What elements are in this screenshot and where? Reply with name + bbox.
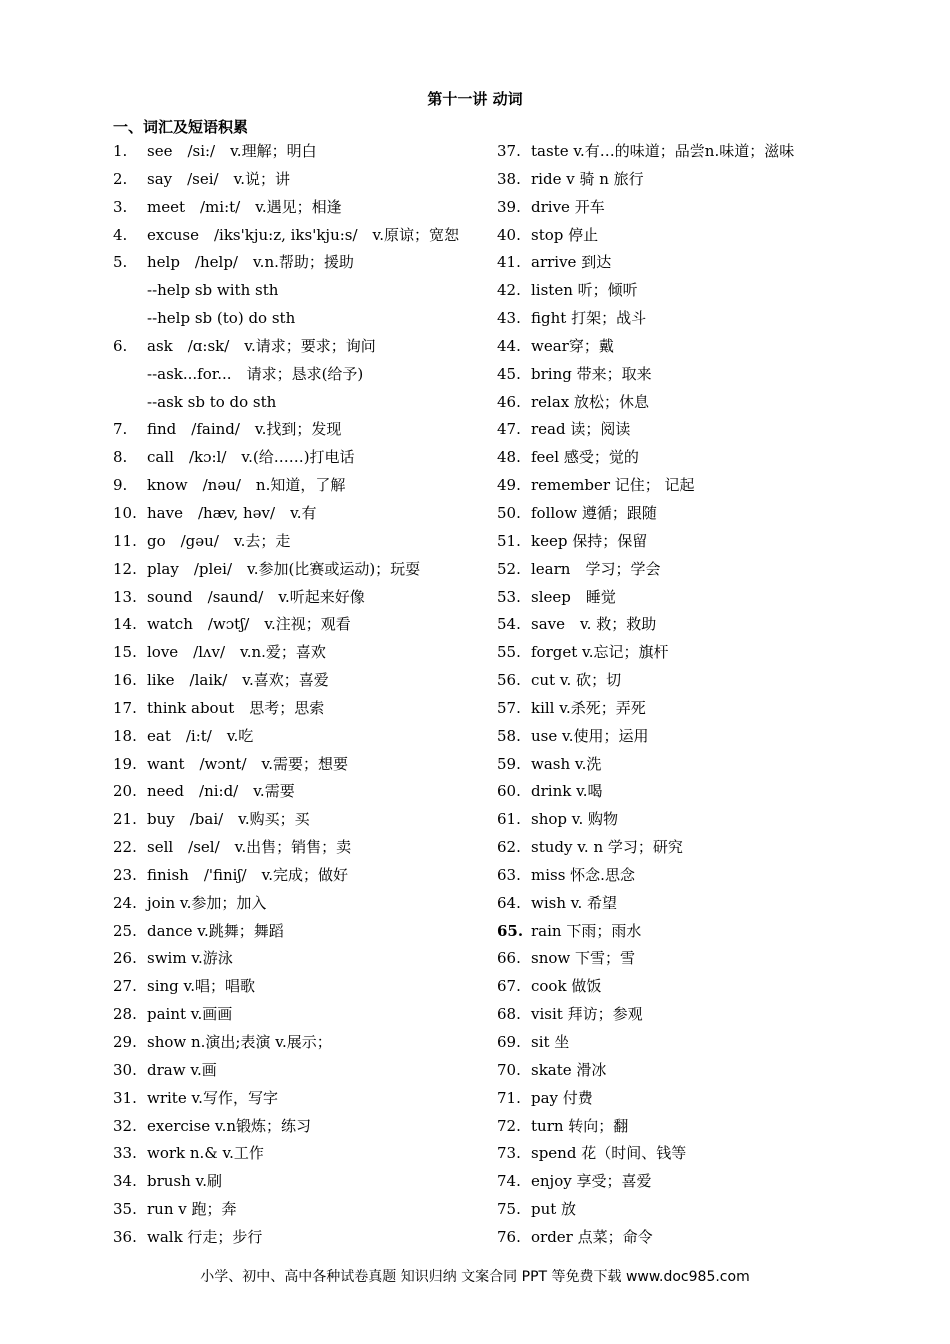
vocab-entry xyxy=(113,472,483,500)
vocab-entry xyxy=(113,1196,483,1224)
entry-number: 1. xyxy=(113,142,128,160)
entry-text: rain 下雨；雨水 xyxy=(531,921,642,940)
vocab-entry xyxy=(497,249,837,277)
vocab-entry xyxy=(497,194,837,222)
entry-number: 26. xyxy=(113,949,137,968)
entry-number: 74. xyxy=(497,1172,521,1191)
entry-text: dance v.跳舞；舞蹈 xyxy=(147,921,284,940)
entry-text: cut v. 砍；切 xyxy=(531,671,622,690)
entry-number: 21. xyxy=(113,810,137,829)
entry-number: 56. xyxy=(497,671,521,690)
vocab-entry xyxy=(497,166,837,194)
vocab-entry xyxy=(113,584,483,612)
vocab-phrase xyxy=(113,361,483,389)
entry-number: 72. xyxy=(497,1116,521,1135)
entry-number: 71. xyxy=(497,1088,521,1107)
entry-number: 4. xyxy=(113,225,128,244)
entry-number: 28. xyxy=(113,1005,137,1024)
entry-number: 75. xyxy=(497,1200,521,1219)
vocab-entry xyxy=(497,500,837,528)
entry-number: 41. xyxy=(497,253,521,272)
entry-text: study v. n 学习；研究 xyxy=(531,838,683,857)
vocab-entry xyxy=(497,862,837,890)
entry-number: 33. xyxy=(113,1144,137,1163)
entry-number: 17. xyxy=(113,698,137,717)
entry-number: 39. xyxy=(497,197,521,216)
entry-number: 11. xyxy=(113,531,137,550)
entry-text: use v.使用；运用 xyxy=(531,726,649,745)
entry-text: arrive 到达 xyxy=(531,253,612,272)
entry-text: like /laik/ v.喜欢；喜爱 xyxy=(147,671,329,690)
entry-text: think about 思考；思索 xyxy=(147,698,325,717)
vocab-entry xyxy=(497,1113,837,1141)
vocab-entry xyxy=(113,1224,483,1252)
entry-text: save v. 救；救助 xyxy=(531,615,657,634)
entry-number: 40. xyxy=(497,225,521,244)
vocab-entry xyxy=(497,1168,837,1196)
entry-text: sound /saund/ v.听起来好像 xyxy=(147,587,365,606)
entry-text: wear穿；戴 xyxy=(531,336,614,355)
entry-number: 63. xyxy=(497,865,521,884)
entry-text: find /faind/ v.找到；发现 xyxy=(147,420,342,439)
vocab-entry xyxy=(497,1140,837,1168)
vocab-entry xyxy=(497,695,837,723)
entry-number: 44. xyxy=(497,336,521,355)
vocab-entry xyxy=(497,1196,837,1224)
vocab-entry xyxy=(497,611,837,639)
entry-text: sing v.唱；唱歌 xyxy=(147,977,255,996)
entry-number: 7. xyxy=(113,420,128,439)
vocab-entry xyxy=(113,1168,483,1196)
entry-number: 69. xyxy=(497,1033,521,1051)
entry-text: follow 遵循；跟随 xyxy=(531,503,657,522)
entry-number: 37. xyxy=(497,142,521,160)
entry-number: 66. xyxy=(497,949,521,968)
entry-number: 43. xyxy=(497,309,521,328)
entry-number: 45. xyxy=(497,364,521,383)
entry-text: wash v.洗 xyxy=(531,754,602,773)
vocab-entry xyxy=(497,1085,837,1113)
entry-text: love /lʌv/ v.n.爱；喜欢 xyxy=(147,643,326,662)
entry-number: 46. xyxy=(497,392,521,411)
entry-number: 76. xyxy=(497,1227,521,1246)
entry-text: keep 保持；保留 xyxy=(531,531,648,550)
entry-text: play /plei/ v.参加(比赛或运动)；玩耍 xyxy=(147,559,421,578)
vocab-entry xyxy=(113,416,483,444)
entry-text: remember 记住； 记起 xyxy=(531,476,695,495)
page-title: 第十一讲 动词 xyxy=(427,90,523,108)
vocab-entry xyxy=(113,528,483,556)
vocab-entry xyxy=(497,778,837,806)
entry-number: 5. xyxy=(113,253,128,272)
vocab-entry xyxy=(497,305,837,333)
vocab-entry xyxy=(113,556,483,584)
entry-text: excuse /iks'kju:z, iks'kju:s/ v.原谅；宽恕 xyxy=(147,225,460,244)
section-heading: 一、词汇及短语积累 xyxy=(113,118,249,136)
entry-text: write v.写作，写字 xyxy=(147,1088,278,1107)
entry-number: 19. xyxy=(113,754,137,773)
entry-text: drink v.喝 xyxy=(531,782,603,801)
vocab-entry xyxy=(497,945,837,973)
vocab-entry xyxy=(113,945,483,973)
entry-text: kill v.杀死；弄死 xyxy=(531,698,646,717)
entry-text: snow 下雪；雪 xyxy=(531,949,635,968)
entry-number: 6. xyxy=(113,336,128,355)
vocab-phrase xyxy=(113,389,483,417)
entry-text: eat /i:t/ v.吃 xyxy=(147,726,254,745)
entry-number: 61. xyxy=(497,810,521,829)
vocab-entry xyxy=(497,222,837,250)
entry-text: cook 做饭 xyxy=(531,977,602,996)
entry-number: 42. xyxy=(497,281,521,300)
entry-text: --ask...for... 请求；恳求(给予) xyxy=(147,364,364,383)
vocab-column-right xyxy=(497,138,837,1252)
entry-number: 55. xyxy=(497,643,521,662)
vocab-entry xyxy=(497,528,837,556)
vocab-entry xyxy=(113,918,483,946)
entry-text: stop 停止 xyxy=(531,225,599,244)
vocab-entry xyxy=(113,862,483,890)
vocab-entry xyxy=(113,751,483,779)
vocab-entry xyxy=(113,890,483,918)
vocab-entry xyxy=(497,834,837,862)
entry-number: 54. xyxy=(497,615,521,634)
entry-number: 31. xyxy=(113,1088,137,1107)
entry-number: 16. xyxy=(113,671,137,690)
vocab-entry xyxy=(497,416,837,444)
vocab-entry xyxy=(497,556,837,584)
entry-number: 59. xyxy=(497,754,521,773)
entry-number: 60. xyxy=(497,782,521,801)
vocab-entry xyxy=(113,500,483,528)
vocab-entry xyxy=(113,222,483,250)
vocab-entry xyxy=(113,1113,483,1141)
entry-text: know /nəu/ n.知道，了解 xyxy=(147,476,346,495)
entry-number: 29. xyxy=(113,1033,137,1051)
vocab-entry xyxy=(113,611,483,639)
vocab-entry xyxy=(497,472,837,500)
entry-text: help /help/ v.n.帮助；援助 xyxy=(147,253,354,272)
vocab-entry xyxy=(113,249,483,277)
entry-text: forget v.忘记；旗杆 xyxy=(531,643,669,662)
entry-text: show n.演出;表演 v.展示； xyxy=(147,1033,332,1051)
vocab-entry xyxy=(497,751,837,779)
vocab-entry xyxy=(497,277,837,305)
entry-text: --help sb (to) do sth xyxy=(147,309,296,328)
vocab-entry xyxy=(113,194,483,222)
entry-text: pay 付费 xyxy=(531,1088,593,1107)
entry-number: 67. xyxy=(497,977,521,996)
entry-text: walk 行走；步行 xyxy=(147,1227,263,1246)
entry-text: drive 开车 xyxy=(531,197,605,216)
vocab-entry xyxy=(497,584,837,612)
vocab-entry xyxy=(113,444,483,472)
entry-number: 36. xyxy=(113,1227,137,1246)
entry-text: wish v. 希望 xyxy=(531,893,617,912)
entry-text: sit 坐 xyxy=(531,1033,570,1051)
entry-number: 13. xyxy=(113,587,137,606)
entry-number: 47. xyxy=(497,420,521,439)
entry-number: 35. xyxy=(113,1200,137,1219)
entry-text: order 点菜；命令 xyxy=(531,1227,653,1246)
entry-number: 58. xyxy=(497,726,521,745)
entry-text: exercise v.n锻炼；练习 xyxy=(147,1116,312,1135)
entry-number: 22. xyxy=(113,838,137,857)
entry-text: fight 打架；战斗 xyxy=(531,309,647,328)
entry-number: 24. xyxy=(113,893,137,912)
vocab-entry xyxy=(497,667,837,695)
entry-text: sleep 睡觉 xyxy=(531,587,616,606)
vocab-entry xyxy=(497,444,837,472)
vocab-entry xyxy=(113,639,483,667)
vocab-entry xyxy=(497,1029,837,1057)
entry-number: 14. xyxy=(113,615,137,634)
entry-text: want /wɔnt/ v.需要；想要 xyxy=(147,754,348,773)
entry-text: watch /wɔtʃ/ v.注视；观看 xyxy=(147,615,351,634)
entry-number: 34. xyxy=(113,1172,137,1191)
entry-text: work n.& v.工作 xyxy=(147,1144,264,1163)
entry-text: ride v 骑 n 旅行 xyxy=(531,169,644,188)
entry-text: listen 听；倾听 xyxy=(531,281,638,300)
entry-number: 51. xyxy=(497,531,521,550)
entry-text: meet /mi:t/ v.遇见；相逢 xyxy=(147,197,342,216)
entry-text: buy /bai/ v.购买；买 xyxy=(147,810,310,829)
entry-number: 73. xyxy=(497,1144,521,1163)
entry-text: bring 带来；取来 xyxy=(531,364,652,383)
vocab-entry xyxy=(113,695,483,723)
entry-text: shop v. 购物 xyxy=(531,810,618,829)
entry-number: 27. xyxy=(113,977,137,996)
entry-text: swim v.游泳 xyxy=(147,949,233,968)
entry-number: 38. xyxy=(497,169,521,188)
entry-text: ask /ɑ:sk/ v.请求；要求；询问 xyxy=(147,336,376,355)
vocab-entry xyxy=(497,890,837,918)
vocab-entry xyxy=(497,1057,837,1085)
entry-number: 57. xyxy=(497,698,521,717)
vocab-entry xyxy=(497,389,837,417)
entry-number: 8. xyxy=(113,448,128,467)
vocab-entry xyxy=(113,333,483,361)
vocab-column-left xyxy=(113,138,483,1252)
entry-number: 48. xyxy=(497,448,521,467)
entry-text: run v 跑；奔 xyxy=(147,1200,237,1219)
vocab-entry xyxy=(113,667,483,695)
entry-text: visit 拜访；参观 xyxy=(531,1005,643,1024)
vocab-entry xyxy=(497,723,837,751)
entry-text: relax 放松；休息 xyxy=(531,392,650,411)
entry-text: turn 转向；翻 xyxy=(531,1116,629,1135)
vocab-entry xyxy=(497,1001,837,1029)
vocab-entry xyxy=(497,361,837,389)
vocab-entry xyxy=(113,778,483,806)
vocab-phrase xyxy=(113,305,483,333)
vocab-phrase xyxy=(113,277,483,305)
vocab-entry xyxy=(113,138,483,166)
vocab-entry xyxy=(113,1085,483,1113)
vocab-entry xyxy=(497,138,837,166)
vocab-entry xyxy=(113,166,483,194)
entry-text: feel 感受；觉的 xyxy=(531,448,639,467)
vocab-entry xyxy=(497,639,837,667)
entry-text: put 放 xyxy=(531,1200,577,1219)
entry-number: 68. xyxy=(497,1005,521,1024)
entry-number: 3. xyxy=(113,197,128,216)
vocab-entry xyxy=(113,973,483,1001)
vocab-entry xyxy=(113,1029,483,1057)
vocab-entry xyxy=(497,918,837,946)
entry-number: 52. xyxy=(497,559,521,578)
entry-text: --ask sb to do sth xyxy=(147,392,277,411)
entry-text: spend 花（时间、钱等 xyxy=(531,1144,687,1163)
entry-number: 25. xyxy=(113,921,137,940)
entry-number: 50. xyxy=(497,503,521,522)
entry-number: 10. xyxy=(113,503,137,522)
vocab-entry xyxy=(497,333,837,361)
entry-text: read 读；阅读 xyxy=(531,420,631,439)
footer-text: 小学、初中、高中各种试卷真题 知识归纳 文案合同 PPT 等免费下载 www.doc985.com xyxy=(200,1269,750,1285)
vocab-entry xyxy=(113,1001,483,1029)
vocab-entry xyxy=(113,1140,483,1168)
entry-number: 64. xyxy=(497,893,521,912)
entry-number: 32. xyxy=(113,1116,137,1135)
entry-text: skate 滑冰 xyxy=(531,1060,607,1079)
entry-text: go /gəu/ v.去；走 xyxy=(147,531,291,550)
vocab-entry xyxy=(497,806,837,834)
entry-text: taste v.有…的味道；品尝n.味道；滋味 xyxy=(531,142,795,160)
entry-number: 12. xyxy=(113,559,137,578)
entry-number: 15. xyxy=(113,643,137,662)
entry-text: call /kɔ:l/ v.(给……)打电话 xyxy=(147,448,355,467)
entry-text: draw v.画 xyxy=(147,1060,217,1079)
entry-text: join v.参加；加入 xyxy=(147,893,267,912)
entry-text: say /sei/ v.说；讲 xyxy=(147,169,291,188)
entry-text: need /ni:d/ v.需要 xyxy=(147,782,295,801)
vocab-entry xyxy=(113,806,483,834)
entry-number: 30. xyxy=(113,1060,137,1079)
entry-number: 9. xyxy=(113,476,128,495)
vocab-entry xyxy=(113,723,483,751)
entry-text: finish /'finiʃ/ v.完成；做好 xyxy=(147,865,349,884)
entry-text: miss 怀念.思念 xyxy=(531,865,635,884)
entry-text: sell /sel/ v.出售；销售；卖 xyxy=(147,838,352,857)
entry-number: 65. xyxy=(497,921,524,940)
entry-number: 18. xyxy=(113,726,137,745)
vocab-entry xyxy=(113,834,483,862)
entry-text: --help sb with sth xyxy=(147,281,279,300)
entry-text: paint v.画画 xyxy=(147,1005,233,1024)
entry-text: enjoy 享受；喜爱 xyxy=(531,1172,652,1191)
vocab-entry xyxy=(497,973,837,1001)
vocab-entry xyxy=(113,1057,483,1085)
entry-number: 70. xyxy=(497,1060,521,1079)
entry-number: 62. xyxy=(497,838,521,857)
entry-number: 53. xyxy=(497,587,521,606)
entry-text: see /si:/ v.理解；明白 xyxy=(147,142,317,160)
entry-number: 23. xyxy=(113,865,137,884)
entry-text: have /hæv, həv/ v.有 xyxy=(147,503,317,522)
vocab-entry xyxy=(497,1224,837,1252)
entry-number: 49. xyxy=(497,476,521,495)
entry-number: 2. xyxy=(113,169,128,188)
entry-text: brush v.刷 xyxy=(147,1172,223,1191)
entry-number: 20. xyxy=(113,782,137,801)
entry-text: learn 学习；学会 xyxy=(531,559,661,578)
